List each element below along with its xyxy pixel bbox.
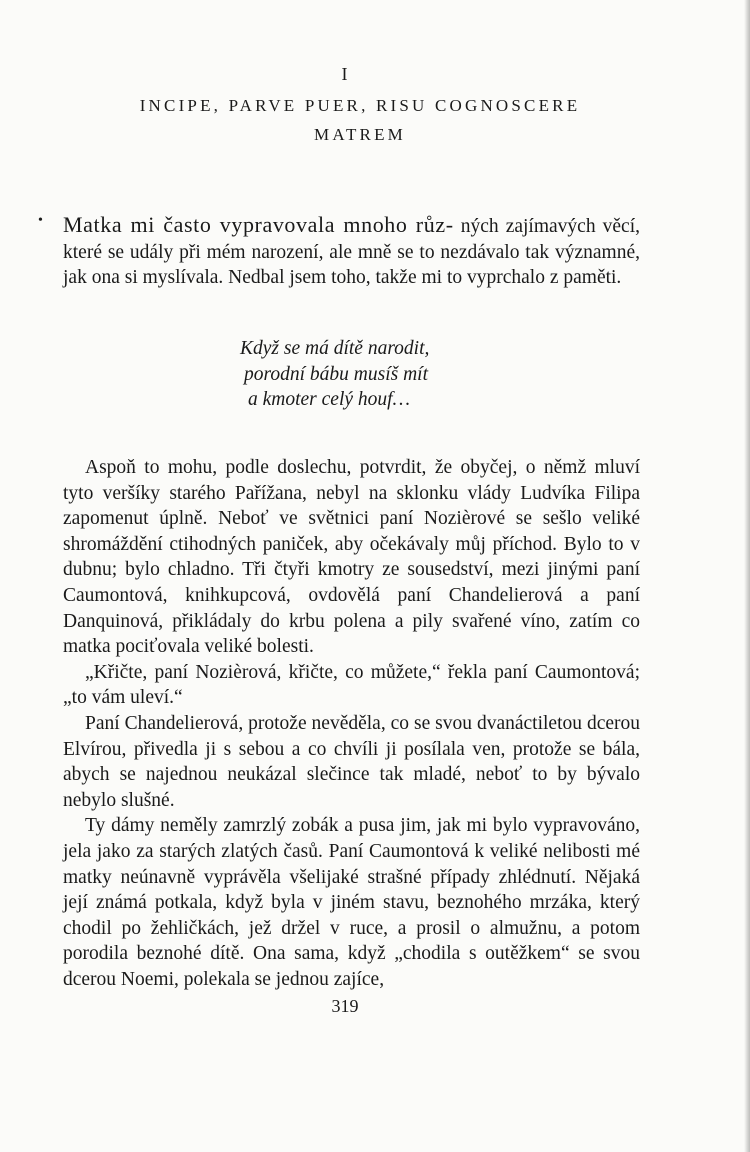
paragraph-4: Ty dámy neměly zamrzlý zobák a pusa jim, jak mi bylo vypravováno, jela jako za starých zlatých časů. Paní Caumontová k veliké nelibosti mé matky neúnavně vyprávěla všelijaké strašné případy zhlédnutí. Nějaká její známá potkala, když byla v jiném stavu, beznohého mrzáka, který chodil po žehličkách, jež držel v ruce, a prosil o almužnu, a potom porodila beznohé dítě. Ona sama, když „chodila s outěžkem“ se svou dcerou Noemi, polekala se jednou zajíce, [63,815,640,990]
chapter-title-line-2: MATREM [314,125,406,144]
chapter-number: I [341,64,349,84]
paragraph-3: Paní Chandelierová, protože nevěděla, co se svou dvanáctiletou dcerou Elvírou, přivedla ji s sebou a co chvíli ji posílala ven, protože se bála, abych se najednou neukázal slečince tak mladé, neboť to by bývalo nebylo slušné. [63,712,640,811]
verse-block [240,336,429,413]
opening-paragraph [63,212,640,291]
page-number: 319 [331,996,359,1016]
verse-line-1: Když se má dítě narodit, [240,338,430,359]
chapter-title-line-1: INCIPE, PARVE PUER, RISU COGNOSCERE [139,96,581,115]
opening-rest: ných zajímavých věcí, které se udály při mém narození, ale mně se to nezdávalo tak významné, jak ona si myslívala. Nedbal jsem toho, takže mi to vyprchalo z paměti. [63,216,641,289]
verse-line-2: porodní bábu musíš mít [244,363,429,385]
margin-bullet-mark: • [38,213,43,228]
verse-line-3: a kmoter celý houf… [248,389,410,411]
page-edge-shadow [744,0,750,1152]
opening-smallcaps: Matka mi často vypravovala mnoho růz- [63,212,454,237]
paragraph-1: Aspoň to mohu, podle doslechu, potvrdit, že obyčej, o němž mluví tyto veršíky starého Pařížana, nebyl na sklonku vlády Ludvíka Filipa zapomenut úplně. Neboť ve světnici paní Nozièrové se sešlo veliké shromáždění ctihodných paniček, aby očekávaly můj příchod. Bylo to v dubnu; bylo chladno. Tři čtyři kmotry ze sousedství, mezi jinými paní Caumontová, knihkupcová, ovdovělá paní Chandelierová a paní Danquinová, přikládaly do krbu polena a pily svařené víno, zatím co matka pociťovala veliké bolesti. [63,457,640,658]
main-text [63,455,640,992]
paragraph-2: „Křičte, paní Nozièrová, křičte, co můžete,“ řekla paní Caumontová; „to vám uleví.“ [63,661,640,709]
